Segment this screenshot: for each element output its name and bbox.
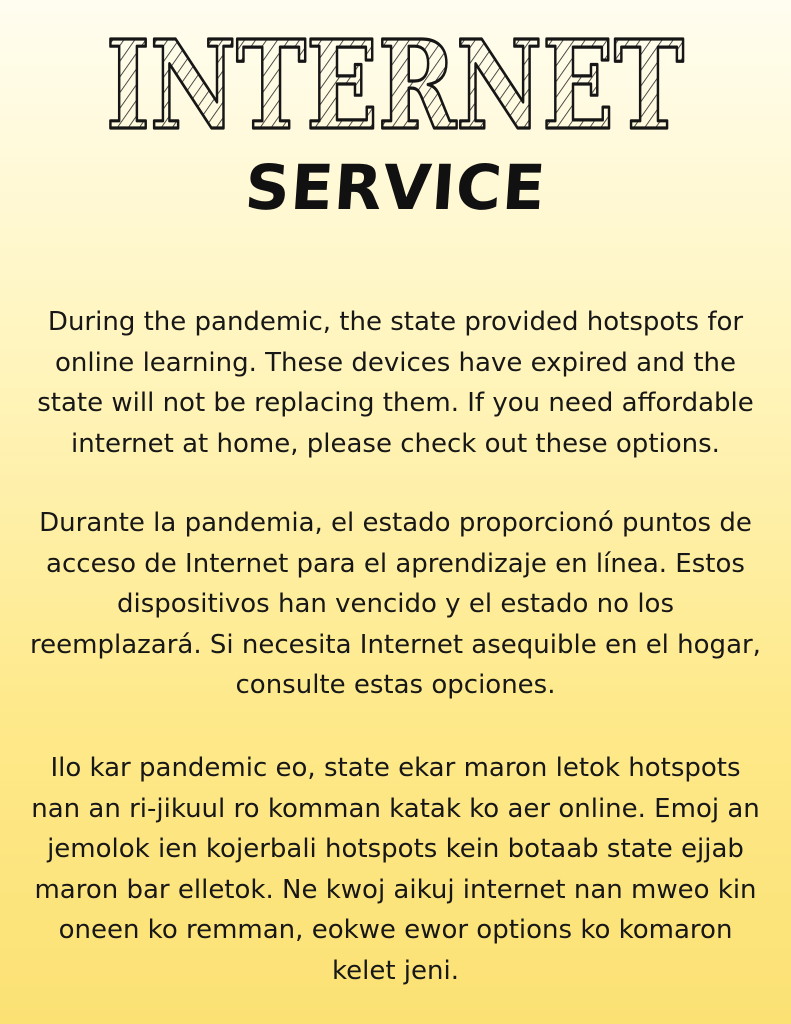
headline-title — [0, 12, 791, 142]
paragraph-spanish: Durante la pandemia, el estado proporcionó puntos de acceso de Internet para el aprendizaje en línea. Estos dispositivos han vencido y el estado no los reemplazará. Si necesita Internet asequible en el hogar, consulte estas opciones. — [30, 508, 761, 700]
paragraph-english: During the pandemic, the state provided hotspots for online learning. These devices have expired and the state will not be replacing them. If you need affordable internet at home, please check out these options. — [37, 307, 754, 459]
headline-title-text: INTERNET — [106, 13, 684, 142]
paragraph-marshallese: Ilo kar pandemic eo, state ekar maron letok hotspots nan an ri-jikuul ro komman katak ko aer online. Emoj an jemolok ien kojerbali hotspots kein botaab state ejjab maron bar elletok. Ne kwoj aikuj internet nan mweo kin oneen ko remman, eokwe ewor options ko komaron kelet jeni. — [31, 753, 760, 986]
headline-subtitle: SERVICE — [242, 151, 549, 224]
